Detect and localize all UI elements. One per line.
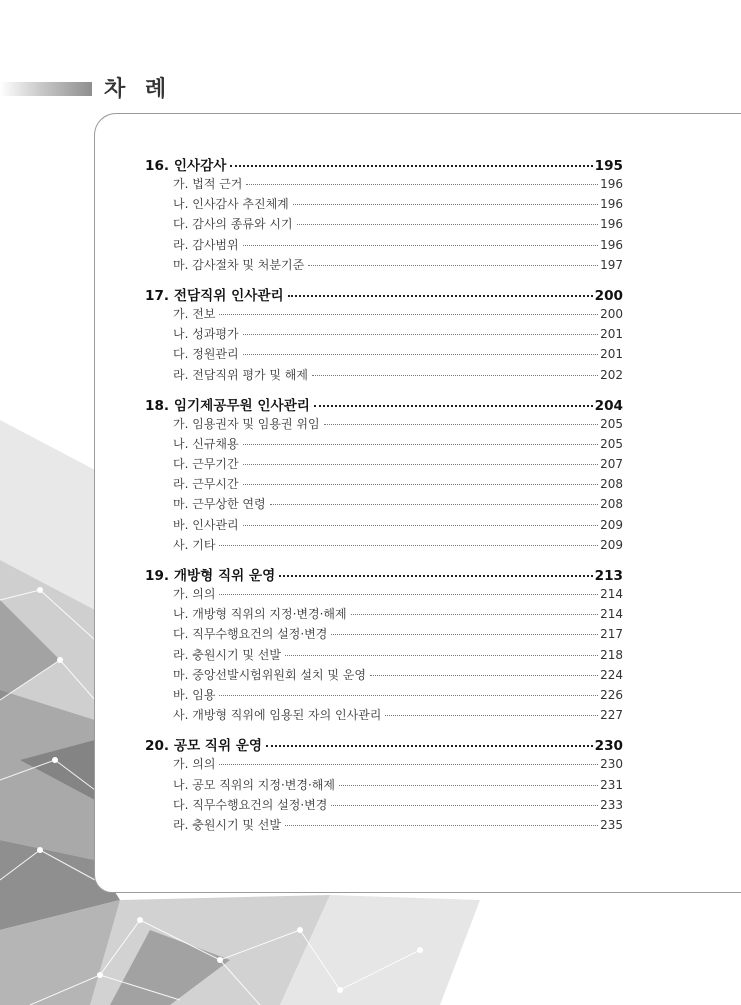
- toc-entry-page-number: 201: [600, 327, 623, 342]
- toc-section-page-number: 195: [594, 158, 623, 174]
- toc-entry-page-number: 197: [600, 257, 623, 272]
- toc-entry-page-number: 214: [600, 587, 623, 601]
- toc-entry: [145, 776, 623, 796]
- toc-section-title: 19. 개방형 직위 운영: [145, 568, 276, 584]
- toc-entry: [145, 366, 623, 386]
- toc-section: [145, 394, 623, 415]
- toc-entry-title: 가. 임용권자 및 임용권 위임: [173, 416, 320, 431]
- toc-entry-page-number: 205: [600, 416, 623, 431]
- toc-entry-title: 다. 직무수행요건의 설정·변경: [173, 627, 328, 642]
- toc-entry-page-number: 202: [600, 367, 623, 382]
- toc-entry-title: 바. 인사관리: [173, 517, 239, 532]
- toc-entry: [145, 516, 623, 536]
- table-of-contents: [145, 154, 623, 836]
- dot-leader: [331, 634, 598, 635]
- toc-section-page-number: 213: [594, 568, 623, 584]
- toc-entry: [145, 646, 623, 666]
- toc-section: [145, 154, 623, 175]
- toc-entry-page-number: 209: [600, 537, 623, 552]
- toc-entry: [145, 236, 623, 256]
- toc-entry: [145, 536, 623, 556]
- dot-leader: [370, 675, 598, 676]
- dot-leader: [339, 785, 598, 786]
- toc-entry-page-number: 214: [600, 607, 623, 622]
- toc-entry-title: 다. 정원관리: [173, 347, 239, 362]
- toc-section: [145, 734, 623, 755]
- toc-entry-page-number: 230: [600, 757, 623, 772]
- toc-entry: [145, 475, 623, 495]
- dot-leader: [243, 484, 599, 485]
- toc-entry: [145, 706, 623, 726]
- dot-leader: [266, 745, 593, 747]
- toc-entry-page-number: 196: [600, 217, 623, 232]
- dot-leader: [308, 265, 598, 266]
- toc-section-page-number: 204: [594, 397, 623, 414]
- dot-leader: [243, 334, 599, 335]
- toc-entry: [145, 585, 623, 605]
- dot-leader: [288, 295, 593, 297]
- dot-leader: [331, 805, 598, 806]
- toc-entry-page-number: 196: [600, 177, 623, 191]
- dot-leader: [285, 825, 598, 826]
- dot-leader: [297, 224, 599, 225]
- toc-entry-title: 라. 전담직위 평가 및 해제: [173, 367, 308, 382]
- toc-section-title: 20. 공모 직위 운영: [145, 738, 263, 755]
- toc-entry-page-number: 200: [600, 306, 623, 321]
- toc-entry: [145, 435, 623, 455]
- toc-entry-page-number: 196: [600, 237, 623, 252]
- toc-entry-title: 가. 전보: [173, 306, 216, 321]
- toc-entry-page-number: 224: [600, 667, 623, 682]
- toc-entry: [145, 415, 623, 435]
- toc-section: [145, 284, 623, 305]
- dot-leader: [324, 424, 599, 425]
- dot-leader: [285, 655, 598, 656]
- dot-leader: [219, 545, 598, 546]
- toc-section-title: 16. 인사감사: [145, 158, 227, 174]
- dot-leader: [293, 204, 598, 205]
- toc-entry-title: 라. 감사범위: [173, 237, 239, 252]
- toc-entry: [145, 686, 623, 706]
- toc-entry: [145, 195, 623, 215]
- toc-entry: [145, 325, 623, 345]
- toc-entry-title: 가. 의의: [173, 757, 216, 772]
- toc-entry-title: 가. 법적 근거: [173, 177, 243, 191]
- toc-entry-page-number: 217: [600, 627, 623, 642]
- toc-section-page-number: 230: [594, 738, 623, 755]
- dot-leader: [314, 405, 593, 407]
- toc-entry-page-number: 227: [600, 708, 623, 723]
- toc-entry-title: 라. 충원시기 및 선발: [173, 817, 281, 832]
- toc-entry-title: 마. 감사절차 및 처분기준: [173, 257, 305, 272]
- toc-entry-page-number: 226: [600, 687, 623, 702]
- toc-entry-page-number: 209: [600, 517, 623, 532]
- toc-entry-title: 나. 인사감사 추진체계: [173, 197, 289, 212]
- toc-entry-page-number: 235: [600, 817, 623, 832]
- toc-entry: [145, 625, 623, 645]
- toc-entry: [145, 215, 623, 235]
- toc-entry: [145, 256, 623, 276]
- toc-entry-title: 다. 감사의 종류와 시기: [173, 217, 293, 232]
- toc-entry-page-number: 208: [600, 497, 623, 512]
- toc-entry-title: 나. 개방형 직위의 지정·변경·해제: [173, 607, 347, 622]
- toc-entry: [145, 175, 623, 195]
- dot-leader: [219, 594, 598, 595]
- toc-entry-title: 사. 개방형 직위에 임용된 자의 인사관리: [173, 708, 382, 723]
- toc-entry-page-number: 233: [600, 797, 623, 812]
- toc-entry-page-number: 196: [600, 197, 623, 212]
- toc-entry-page-number: 201: [600, 347, 623, 362]
- toc-entry-title: 사. 기타: [173, 537, 216, 552]
- toc-entry: [145, 305, 623, 325]
- page-title: 차 례: [104, 77, 173, 102]
- toc-entry-title: 바. 임용: [173, 687, 216, 702]
- toc-entry-page-number: 208: [600, 477, 623, 492]
- dot-leader: [243, 444, 599, 445]
- toc-entry: [145, 605, 623, 625]
- dot-leader: [219, 695, 598, 696]
- dot-leader: [351, 614, 599, 615]
- toc-entry-title: 다. 근무기간: [173, 457, 239, 472]
- toc-entry-page-number: 207: [600, 457, 623, 472]
- toc-entry: [145, 666, 623, 686]
- dot-leader: [385, 715, 598, 716]
- dot-leader: [312, 375, 598, 376]
- toc-entry: [145, 455, 623, 475]
- toc-section: [145, 564, 623, 585]
- toc-entry: [145, 755, 623, 775]
- toc-entry: [145, 796, 623, 816]
- dot-leader: [243, 464, 599, 465]
- toc-entry-title: 다. 직무수행요건의 설정·변경: [173, 797, 328, 812]
- toc-entry-title: 가. 의의: [173, 587, 216, 601]
- toc-entry-page-number: 218: [600, 647, 623, 662]
- toc-entry: [145, 345, 623, 365]
- toc-entry-page-number: 205: [600, 436, 623, 451]
- toc-entry-page-number: 231: [600, 777, 623, 792]
- dot-leader: [246, 184, 598, 185]
- toc-entry-title: 나. 공모 직위의 지정·변경·해제: [173, 777, 335, 792]
- toc-section-page-number: 200: [594, 287, 623, 304]
- toc-entry-title: 라. 근무시간: [173, 477, 239, 492]
- dot-leader: [279, 575, 592, 577]
- toc-entry-title: 마. 근무상한 연령: [173, 497, 266, 512]
- header-decor-bar: [0, 82, 92, 96]
- dot-leader: [243, 245, 599, 246]
- dot-leader: [270, 504, 599, 505]
- toc-entry-title: 나. 신규채용: [173, 436, 239, 451]
- toc-section-title: 17. 전담직위 인사관리: [145, 287, 284, 304]
- toc-entry: [145, 495, 623, 515]
- toc-entry: [145, 816, 623, 836]
- dot-leader: [243, 525, 599, 526]
- toc-entry-title: 마. 중앙선발시험위원회 설치 및 운영: [173, 667, 366, 682]
- toc-entry-title: 나. 성과평가: [173, 327, 239, 342]
- dot-leader: [219, 764, 598, 765]
- dot-leader: [243, 354, 599, 355]
- dot-leader: [219, 314, 598, 315]
- toc-section-title: 18. 임기제공무원 인사관리: [145, 397, 310, 414]
- toc-entry-title: 라. 충원시기 및 선발: [173, 647, 281, 662]
- dot-leader: [230, 165, 592, 167]
